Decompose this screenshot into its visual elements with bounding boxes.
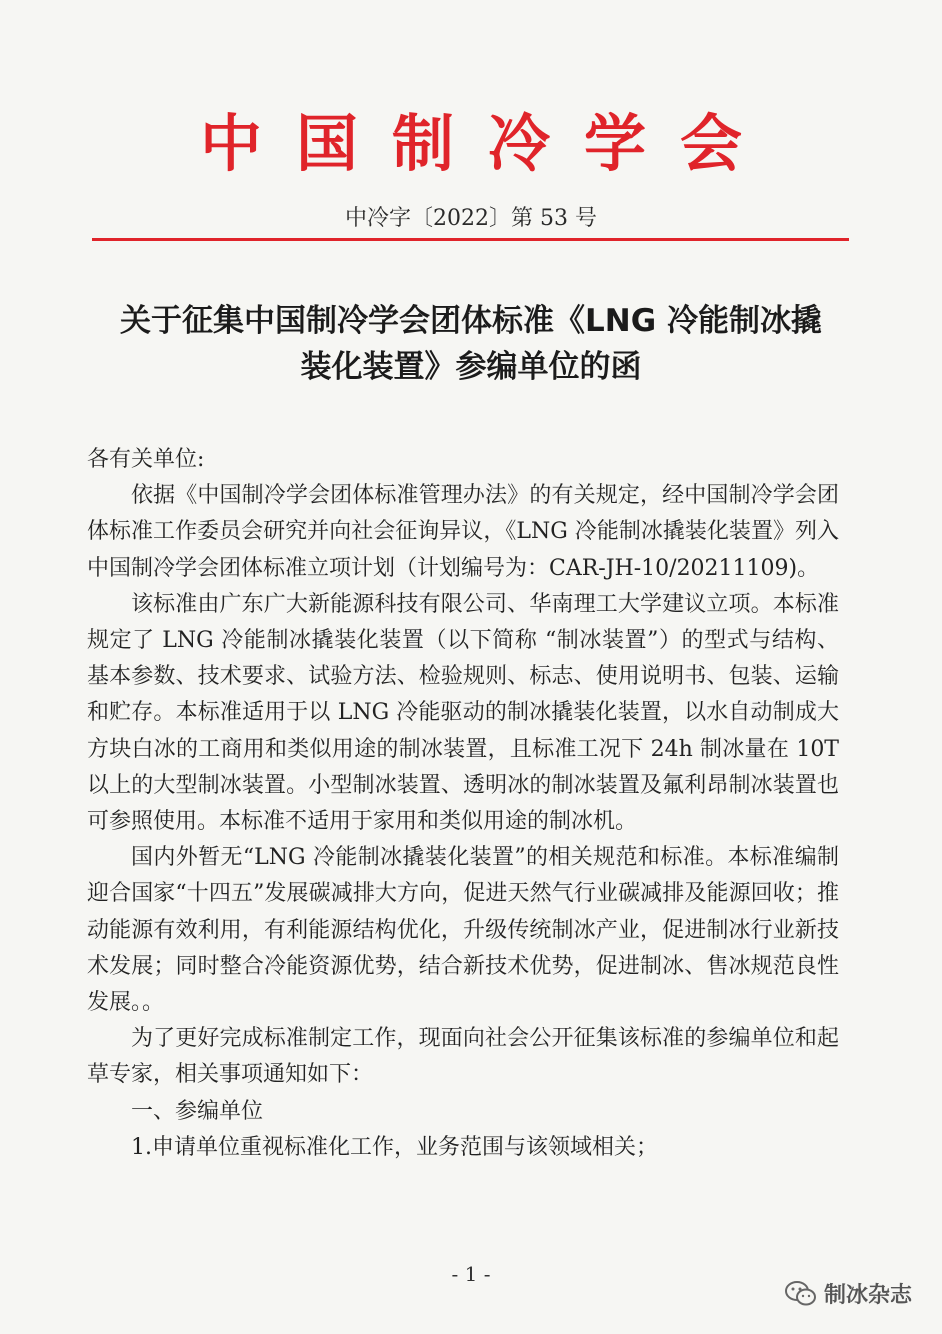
title-line-1: 关于征集中国制冷学会团体标准《LNG 冷能制冰撬: [120, 303, 822, 339]
watermark: [784, 1278, 912, 1309]
document-number: 中冷字〔2022〕第 53 号: [345, 206, 597, 231]
organization-masthead: 中国制冷学会: [199, 107, 776, 180]
title-line-2: 装化装置》参编单位的函: [300, 349, 642, 385]
paragraph-basis: 依据《中国制冷学会团体标准管理办法》的有关规定，经中国制冷学会团体标准工作委员会研究并向社会征询异议，《LNG 冷能制冰撬装化装置》列入中国制冷学会团体标准立项计划（计划编号为：CAR-JH-10/20211109)。: [87, 483, 839, 581]
watermark-label: 制冰杂志: [823, 1283, 912, 1308]
paragraph-background: 国内外暂无“LNG 冷能制冰撬装化装置”的相关规范和标准。本标准编制迎合国家“十四五”发展碳减排大方向，促进天然气行业碳减排及能源回收；推动能源有效利用，有利能源结构优化，升级传统制冰产业，促进制冰行业新技术发展；同时整合冷能资源优势，结合新技术优势，促进制冰、售冰规范良性发展。。: [87, 845, 839, 1016]
red-divider-line: [92, 238, 849, 241]
document-title: [70, 298, 872, 390]
wechat-icon: [784, 1279, 818, 1309]
section-heading: 一、参编单位: [131, 1098, 264, 1124]
paragraph-scope: 该标准由广东广大新能源科技有限公司、华南理工大学建议立项。本标准规定了 LNG 冷能制冰撬装化装置（以下简称 “制冰装置”）的型式与结构、基本参数、技术要求、试验方法、检验规则、标志、使用说明书、包装、运输和贮存。本标准适用于以 LNG 冷能驱动的制冰撬装化装置，以水自动制成大方块白冰的工商用和类似用途的制冰装置，且标准工况下 24h 制冰量在 10T 以上的大型制冰装置。小型制冰装置、透明冰的制冰装置及氟利昂制冰装置也可参照使用。本标准不适用于家用和类似用途的制冰机。: [87, 591, 839, 835]
letter-body: [87, 442, 839, 1166]
paragraph-notice: 为了更好完成标准制定工作，现面向社会公开征集该标准的参编单位和起草专家，相关事项通知如下：: [87, 1026, 839, 1088]
page-number: - 1 -: [451, 1262, 491, 1286]
list-item: 1.申请单位重视标准化工作，业务范围与该领域相关；: [131, 1134, 658, 1160]
salutation: 各有关单位:: [87, 447, 205, 472]
